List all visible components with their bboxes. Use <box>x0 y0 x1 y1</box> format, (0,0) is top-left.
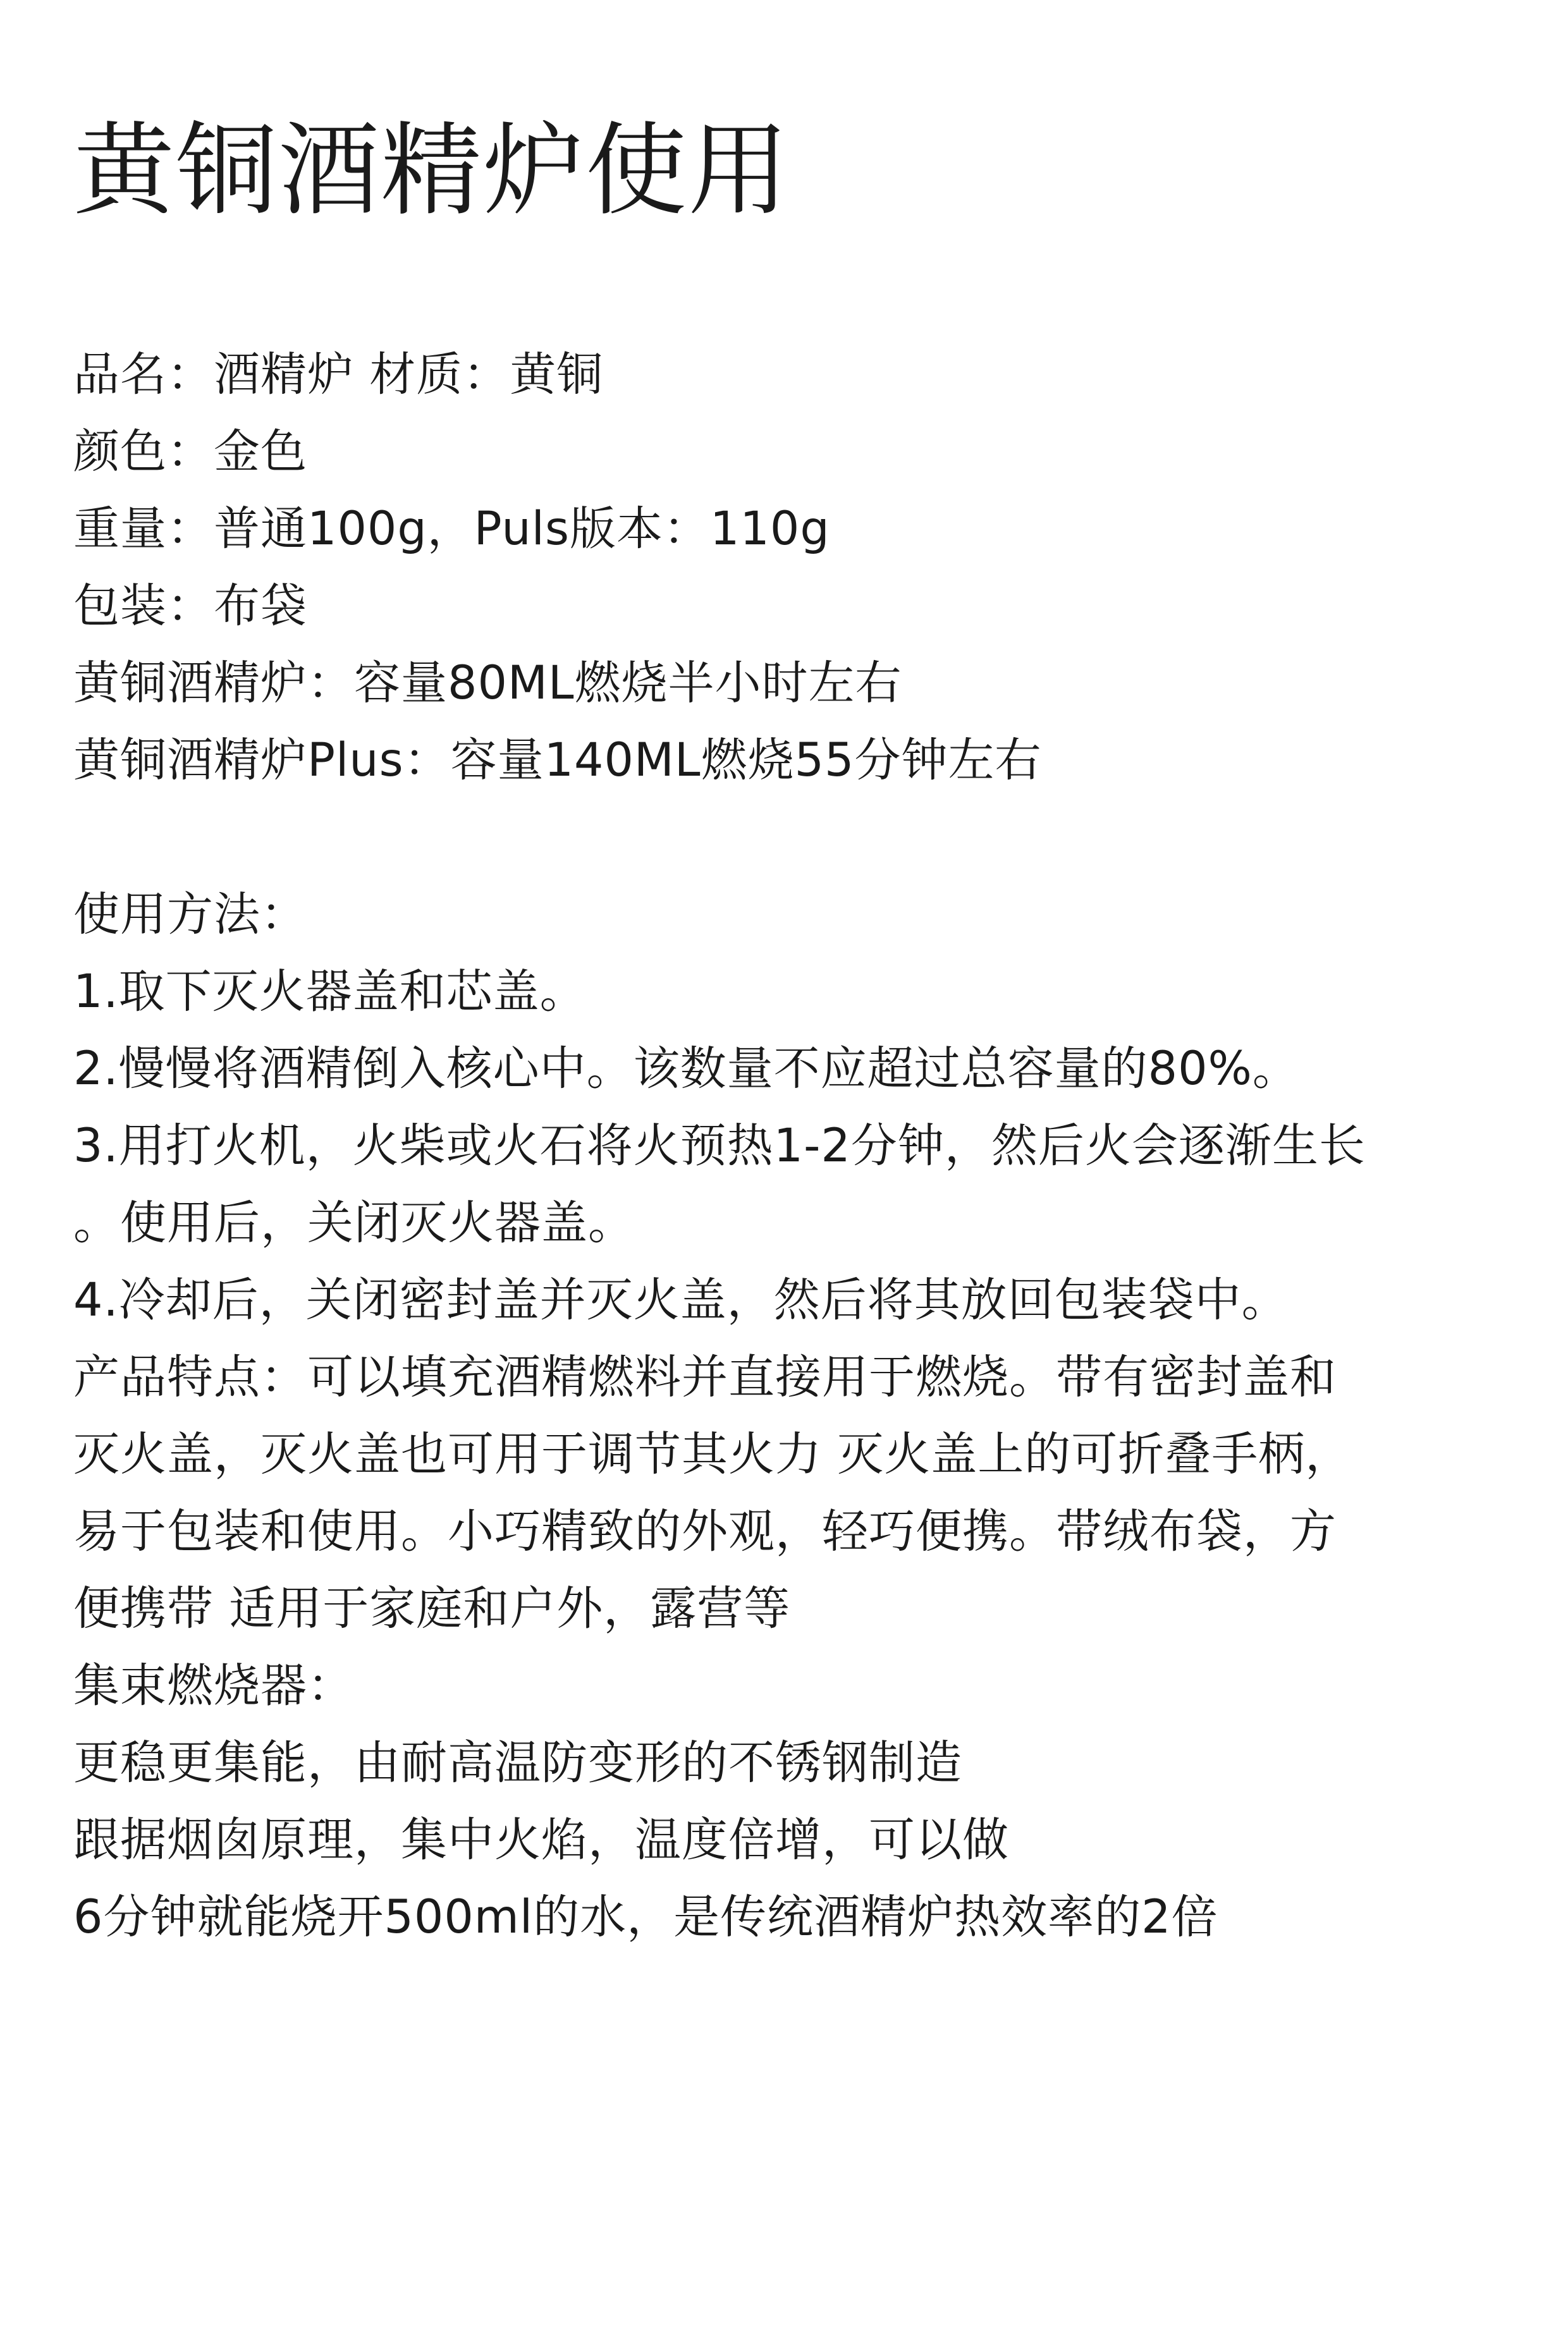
features-line-1: 产品特点：可以填充酒精燃料并直接用于燃烧。带有密封盖和 <box>73 1350 1337 1404</box>
usage-step-3-continued: 。使用后，关闭灭火器盖。 <box>73 1196 635 1250</box>
document-body <box>73 336 1521 1956</box>
burner-line-3: 6分钟就能烧开500ml的水，是传统酒精炉热效率的2倍 <box>73 1890 1218 1944</box>
usage-heading: 使用方法： <box>73 888 307 941</box>
burner-line-1: 更稳更集能，由耐高温防变形的不锈钢制造 <box>73 1736 962 1790</box>
burner-line-2: 跟据烟囱原理，集中火焰，温度倍增，可以做 <box>73 1813 1009 1867</box>
paragraph-spacer <box>73 799 1521 876</box>
spec-line-standard-capacity: 黄铜酒精炉：容量80ML燃烧半小时左右 <box>73 656 902 710</box>
usage-step-4: 4.冷却后，关闭密封盖并灭火盖，然后将其放回包装袋中。 <box>73 1273 1289 1327</box>
spec-line-plus-capacity: 黄铜酒精炉Plus：容量140ML燃烧55分钟左右 <box>73 733 1042 787</box>
usage-step-1: 1.取下灭火器盖和芯盖。 <box>73 965 587 1018</box>
page-title: 黄铜酒精炉使用 <box>73 111 791 229</box>
burner-heading: 集束燃烧器： <box>73 1659 354 1713</box>
features-line-4: 便携带 适用于家庭和户外，露营等 <box>73 1582 791 1635</box>
features-line-3: 易于包装和使用。小巧精致的外观，轻巧便携。带绒布袋，方 <box>73 1505 1337 1558</box>
spec-line-name-material: 品名：酒精炉 材质：黄铜 <box>73 348 604 401</box>
features-line-2: 灭火盖，灭火盖也可用于调节其火力 灭火盖上的可折叠手柄， <box>73 1427 1352 1481</box>
usage-step-2: 2.慢慢将酒精倒入核心中。该数量不应超过总容量的80%。 <box>73 1042 1299 1096</box>
spec-line-color: 颜色：金色 <box>73 425 307 479</box>
spec-line-weight: 重量：普通100g，Puls版本：110g <box>73 502 830 556</box>
usage-step-3: 3.用打火机，火柴或火石将火预热1-2分钟，然后火会逐渐生长 <box>73 1119 1366 1173</box>
spec-line-packaging: 包装：布袋 <box>73 579 307 633</box>
